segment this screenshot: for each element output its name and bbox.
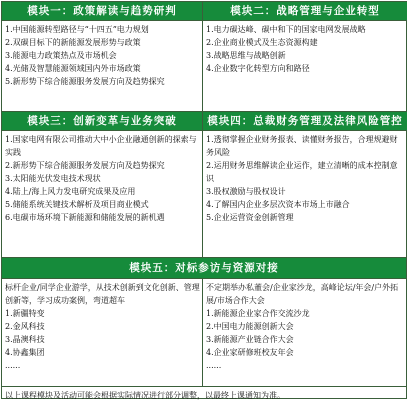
module-5-left-item: 标杆企业/同学企业游学，从技术创新到文化创新、管理创新等，学习成功案例，弯道超车 [5, 283, 200, 305]
module-1-item: 4.光储及智慧能源领域国内外市场政策 [5, 64, 141, 73]
module-4-item: 2.运用财务思维解读企业运作，建立清晰的成本控制意识 [206, 161, 398, 183]
module-5-right [203, 279, 407, 386]
module-2-header: 模块二：战略管理与企业转型 [203, 2, 407, 21]
module-5-right-item: 4.企业家研修班校友年会 [206, 348, 294, 357]
module-3-item: 6.电碳市场环境下新能源和储能发展的新机遇 [5, 213, 165, 222]
module-5-left [2, 279, 203, 386]
module-4-content [203, 131, 407, 258]
module-5-right-item: 2.中国电力能源创新大会 [206, 322, 294, 331]
module-2-item: 3.战略思维与战略创新 [206, 51, 286, 60]
module-5-left-item: 3.晶澳科技 [5, 335, 45, 344]
module-1-header: 模块一：政策解读与趋势研判 [2, 2, 203, 21]
module-1-item: 2.双碳目标下的新能源发展形势与政策 [5, 38, 141, 47]
module-1-item: 5.新形势下综合能源服务发展方向及趋势探究 [5, 77, 165, 86]
footer-note: 以上课程模块及活动可能会根据实际情况进行部分调整，以最终上课通知为准。 [5, 391, 285, 400]
module-1-content [2, 21, 203, 112]
module-5-content [2, 279, 406, 387]
module-2-content [203, 21, 407, 112]
module-5-left-item: 4.协鑫集团 [5, 348, 45, 357]
course-table [1, 1, 407, 399]
module-5-right-item: ...... [206, 361, 222, 370]
modules-grid-top [2, 2, 406, 258]
module-5-left-item: 2.金风科技 [5, 322, 45, 331]
module-4-item: 1.透彻掌握企业财务报表、读懂财务报告，合理规避财务风险 [206, 135, 398, 157]
module-3-item: 5.储能系统关键技术解析及项目商业模式 [5, 200, 149, 209]
module-3-content [2, 131, 203, 258]
module-3-item: 3.太阳能光伏发电技术现状 [5, 174, 101, 183]
module-1-item: 1.中国能源转型路径与“十四五”电力规划 [5, 25, 149, 34]
module-4-header: 模块四：总裁财务管理及法律风险管控 [203, 112, 407, 131]
module-5-right-item: 3.新能源产业链合作大会 [206, 335, 294, 344]
module-3-item: 1.国家电网有限公司推动大中小企业融通创新的探索与实践 [5, 135, 197, 157]
module-2-item: 4.企业数字化转型方向和路径 [206, 64, 310, 73]
module-4-item: 3.股权激励与股权设计 [206, 187, 286, 196]
module-3-item: 2.新形势下综合能源服务发展方向及趋势探究 [5, 161, 165, 170]
module-5-left-item: ...... [5, 361, 21, 370]
module-1-item: 3.能源电力政策热点及市场机会 [5, 51, 117, 60]
module-5-right-item: 不定期举办私董会/企业家沙龙，高峰论坛/年会/户外拓展/市场合作大会 [206, 283, 399, 305]
module-5-header: 模块五：对标参访与资源对接 [2, 258, 406, 279]
module-2-item: 1.电力碳达峰、碳中和下的国家电网发展战略 [206, 25, 366, 34]
module-3-item: 4.陆上/海上风力发电研究成果及应用 [5, 187, 136, 196]
module-5-left-item: 1.新疆特变 [5, 309, 45, 318]
module-4-item: 5.企业运营资金创新管理 [206, 213, 294, 222]
module-2-item: 2.企业商业模式及生态资源构建 [206, 38, 318, 47]
module-3-header: 模块三：创新变革与业务突破 [2, 112, 203, 131]
module-5-right-item: 1.新能源企业家合作交流沙龙 [206, 309, 310, 318]
module-4-item: 4.了解国内企业多层次资本市场上市融合 [206, 200, 350, 209]
